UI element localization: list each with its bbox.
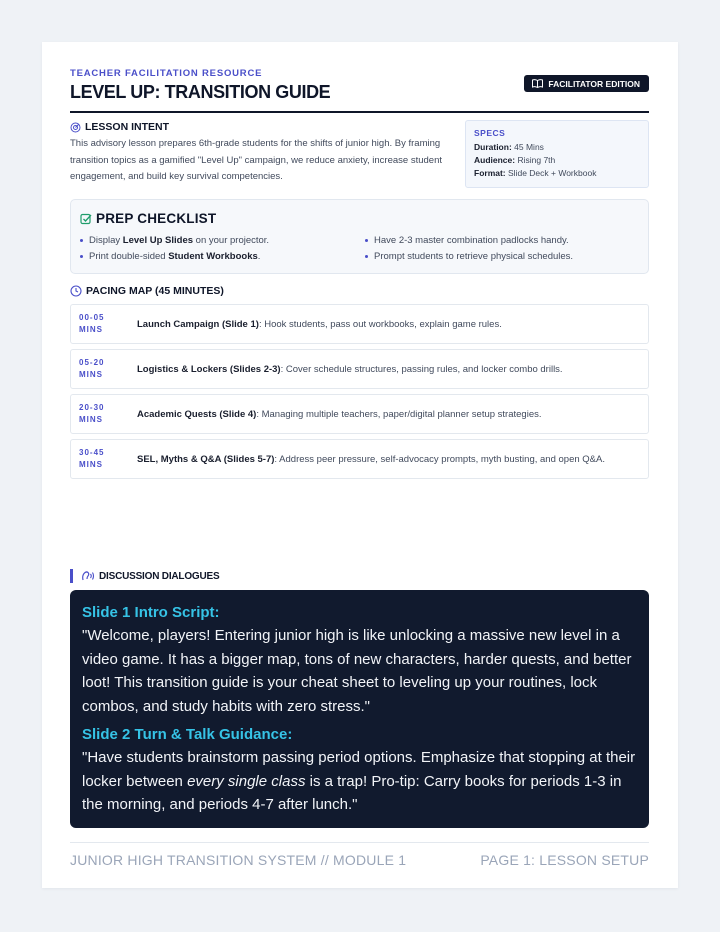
- spec-format: [474, 167, 640, 180]
- speech-icon: [81, 570, 95, 582]
- pacing-time: [71, 447, 137, 471]
- checklist-item: [80, 251, 260, 262]
- check-square-icon: [80, 213, 92, 225]
- pacing-description: [137, 454, 605, 465]
- pacing-row: [70, 439, 649, 479]
- slide1-script: "Welcome, players! Entering junior high is like unlocking a massive new level in a video game. It has a bigger map, tons of new characters, harder quests, and better loot! This transition guide is your cheat sheet to leveling up your routines, lock combos, and study habits with zero stress.": [82, 627, 632, 715]
- item-text: Display: [89, 235, 123, 246]
- time-range: 30-45: [79, 448, 105, 457]
- time-unit: MINS: [79, 460, 103, 469]
- slide1-title: Slide 1 Intro Script:: [82, 604, 220, 621]
- pacing-time: [71, 402, 137, 426]
- edition-badge-label: FACILITATOR EDITION: [548, 78, 640, 89]
- pacing-row: [70, 349, 649, 389]
- dialogue-card: [70, 590, 649, 828]
- slide2-title: Slide 2 Turn & Talk Guidance:: [82, 726, 293, 743]
- pacing-title: SEL, Myths & Q&A (Slides 5-7): [137, 453, 275, 465]
- pacing-description: [137, 409, 542, 420]
- item-text: Prompt students to retrieve physical schedules.: [374, 251, 574, 262]
- pacing-title: Academic Quests (Slide 4): [137, 408, 257, 420]
- pacing-title: Logistics & Lockers (Slides 2-3): [137, 363, 281, 375]
- specs-card: [465, 120, 649, 188]
- clock-icon: [70, 285, 82, 297]
- page-sheet: [42, 42, 678, 888]
- guidance-emphasis: every single class: [187, 772, 306, 790]
- pacing-row: [70, 394, 649, 434]
- pacing-time: [71, 357, 137, 381]
- item-text: Print double-sided: [89, 251, 169, 262]
- time-unit: MINS: [79, 325, 103, 334]
- spec-value: Slide Deck + Workbook: [508, 168, 597, 178]
- checklist-item: [365, 251, 573, 262]
- item-text: Have 2-3 master combination padlocks handy.: [374, 235, 569, 246]
- pacing-heading-label: PACING MAP (45 MINUTES): [86, 285, 224, 297]
- spec-label: Audience:: [474, 155, 516, 165]
- bullet: [80, 255, 83, 258]
- spec-value: 45 Mins: [514, 142, 544, 152]
- footer-divider: [70, 842, 649, 843]
- pacing-text: : Cover schedule structures, passing rules, and locker combo drills.: [280, 363, 563, 375]
- bullet: [365, 255, 368, 258]
- guidance-text: is a trap! Pro-tip: Carry books for periods 1-3 in the morning, and periods 4-7 after lunch.": [82, 772, 622, 813]
- checklist-heading: [80, 211, 216, 226]
- edition-badge: [524, 75, 649, 92]
- intent-heading: [70, 121, 169, 133]
- pacing-text: : Managing multiple teachers, paper/digital planner setup strategies.: [256, 408, 542, 420]
- item-text: on your projector.: [193, 235, 270, 246]
- footer-module-label: JUNIOR HIGH TRANSITION SYSTEM // MODULE 1: [70, 852, 407, 868]
- guidance-text: "Have students brainstorm passing period options. Emphasize that stopping at their locker between: [82, 749, 636, 790]
- spec-value: Rising 7th: [517, 155, 556, 165]
- spec-duration: [474, 141, 640, 154]
- spec-audience: [474, 154, 640, 167]
- header-divider: [70, 111, 649, 113]
- item-bold: Student Workbooks: [168, 251, 258, 262]
- pacing-row: [70, 304, 649, 344]
- bullet: [365, 239, 368, 242]
- pacing-heading: [70, 285, 224, 297]
- intent-paragraph: This advisory lesson prepares 6th-grade students for the shifts of junior high. By framing transition topics as a gamified "Level Up" campaign, we reduce anxiety, increase student engagement, and build key survival competencies.: [70, 138, 442, 182]
- discussion-heading: [70, 569, 219, 583]
- bullet: [80, 239, 83, 242]
- footer-page-label: PAGE 1: LESSON SETUP: [480, 852, 649, 868]
- checklist-item: [80, 235, 269, 246]
- prep-checklist-card: [70, 199, 649, 274]
- time-unit: MINS: [79, 415, 103, 424]
- slide2-guidance: [82, 746, 637, 817]
- book-open-icon: [532, 79, 543, 88]
- time-range: 20-30: [79, 403, 105, 412]
- checklist-item: [365, 235, 569, 246]
- discussion-heading-label: DISCUSSION DIALOGUES: [99, 570, 220, 582]
- spec-label: Duration:: [474, 142, 512, 152]
- eyebrow-label: TEACHER FACILITATION RESOURCE: [70, 68, 263, 79]
- time-range: 05-20: [79, 358, 105, 367]
- intent-heading-label: LESSON INTENT: [85, 121, 170, 133]
- pacing-description: [137, 319, 502, 330]
- target-icon: [70, 122, 81, 133]
- pacing-text: : Address peer pressure, self-advocacy prompts, myth busting, and open Q&A.: [274, 453, 605, 465]
- pacing-time: [71, 312, 137, 336]
- page-title: LEVEL UP: TRANSITION GUIDE: [70, 82, 331, 102]
- time-range: 00-05: [79, 313, 105, 322]
- specs-title: SPECS: [474, 128, 506, 138]
- pacing-title: Launch Campaign (Slide 1): [137, 318, 259, 330]
- item-text: .: [257, 251, 261, 262]
- checklist-heading-label: PREP CHECKLIST: [96, 211, 217, 226]
- spec-label: Format:: [474, 168, 506, 178]
- item-bold: Level Up Slides: [122, 235, 194, 246]
- pacing-text: : Hook students, pass out workbooks, explain game rules.: [258, 318, 502, 330]
- time-unit: MINS: [79, 370, 103, 379]
- pacing-description: [137, 364, 563, 375]
